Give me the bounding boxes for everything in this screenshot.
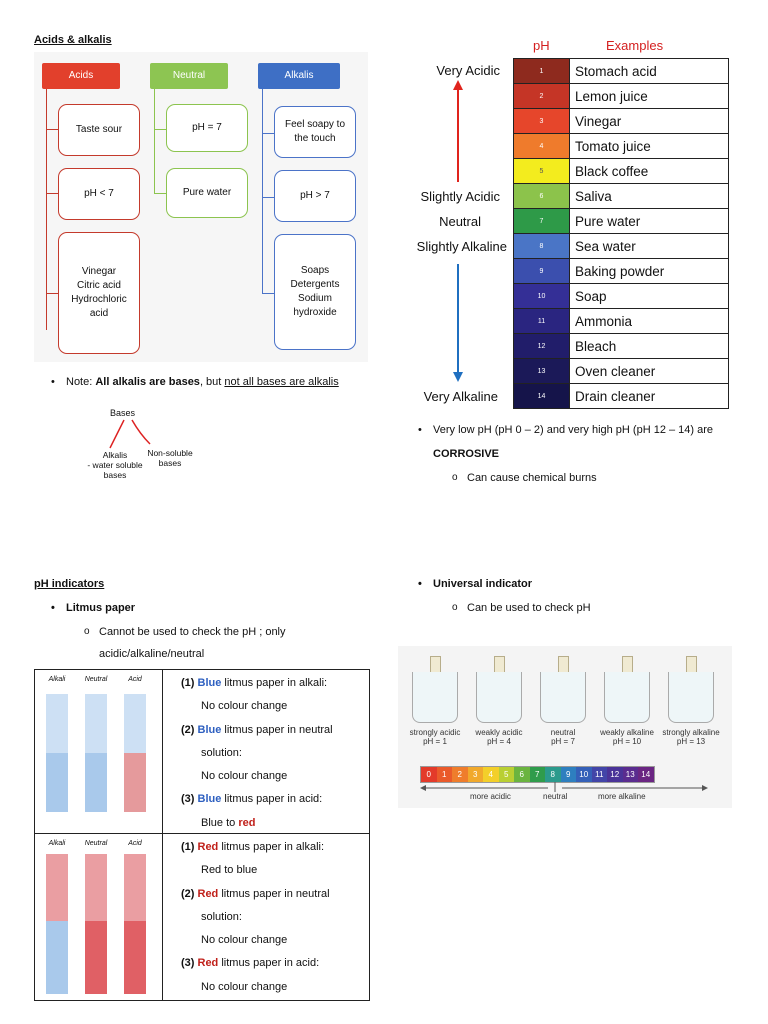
label-slightly-alkaline: Slightly Alkaline: [416, 239, 507, 254]
litmus-note-line: [181, 906, 367, 929]
universal-title: • Universal indicator: [433, 578, 532, 590]
alkaline-arrow: [448, 262, 468, 384]
ph-example-cell: Ammonia: [570, 309, 729, 334]
strip-caption-neutral: Neutral: [84, 676, 108, 683]
ph-value-cell: 8: [514, 234, 570, 259]
litmus-note-text: litmus paper in alkali:: [218, 841, 325, 853]
litmus-note-text: litmus paper in neutral: [218, 887, 330, 900]
ph-example-cell: Soap: [570, 284, 729, 309]
litmus-note-line: [181, 812, 367, 835]
ph-row: [514, 284, 729, 309]
ph-bar-cell: 7: [530, 767, 546, 782]
litmus-note-text: No colour change: [201, 980, 288, 993]
litmus-note-text: No colour change: [201, 934, 288, 947]
ph-value-cell: 1: [514, 59, 570, 84]
scale-neutral: neutral: [543, 792, 568, 801]
corrosive-word: CORROSIVE: [433, 448, 500, 460]
neutral-card-water: Pure water: [166, 168, 248, 218]
bases-alkalis: Alkalis - water soluble bases: [87, 450, 143, 480]
universal-indicator-figure: [398, 646, 732, 808]
blue-litmus-notes: [181, 672, 367, 835]
beaker-glass: [604, 672, 650, 723]
ph-value-cell: 10: [514, 284, 570, 309]
ph-bar-cell: 10: [576, 767, 592, 782]
ph-bar-cell: 6: [514, 767, 530, 782]
ph-bar-cell: 0: [421, 767, 437, 782]
acids-header: Acids: [42, 63, 120, 89]
ph-row: [514, 59, 729, 84]
litmus-note-text: solution:: [201, 910, 242, 923]
ph-row: [514, 159, 729, 184]
label-very-alkaline: Very Alkaline: [423, 389, 498, 404]
ph-table: [513, 58, 729, 409]
label-slightly-acidic: Slightly Acidic: [420, 189, 500, 204]
red-strip-acid: [124, 854, 146, 994]
litmus-note-text: litmus paper in acid:: [221, 793, 323, 806]
scale-more-acidic: more acidic: [470, 792, 511, 801]
ph-value-cell: 4: [514, 134, 570, 159]
ph-row: [514, 259, 729, 284]
acids-alkalis-diagram: [34, 52, 368, 362]
corrosive-note: • Very low pH (pH 0 – 2) and very high pH (pH 12 – 14) are: [433, 424, 753, 436]
ph-example-cell: Saliva: [570, 184, 729, 209]
litmus-title: • Litmus paper: [66, 602, 135, 614]
ph-example-cell: Bleach: [570, 334, 729, 359]
strip-caption-acid: Acid: [128, 676, 142, 683]
blue-strip-alkali: [46, 694, 68, 812]
litmus-note-line: [181, 929, 367, 952]
red-strip-neutral: [85, 854, 107, 994]
beaker-label: weakly acidic pH = 4: [475, 728, 523, 746]
corrosive-sub: o Can cause chemical burns: [467, 472, 597, 484]
blue-strip-acid: [124, 694, 146, 812]
ph-row: [514, 134, 729, 159]
universal-ph-bar: [420, 766, 655, 783]
bases-root: Bases: [110, 408, 136, 418]
litmus-note-number: (3): [181, 793, 198, 806]
bases-diagram: [88, 404, 218, 494]
ph-example-cell: Drain cleaner: [570, 384, 729, 409]
alkalis-header: Alkalis: [258, 63, 340, 89]
ph-value-cell: 7: [514, 209, 570, 234]
ph-row: [514, 334, 729, 359]
ph-bar-cell: 11: [592, 767, 608, 782]
ph-value-cell: 5: [514, 159, 570, 184]
litmus-note-line: [181, 719, 367, 742]
blue-strip-neutral: [85, 694, 107, 812]
litmus-note-text: Blue to: [201, 816, 239, 829]
bases-non-soluble: Non-soluble bases: [147, 448, 193, 468]
litmus-note-line: [181, 859, 367, 882]
litmus-note-line: [181, 836, 367, 859]
beaker-glass: [668, 672, 714, 723]
examples-col-header: Examples: [606, 38, 664, 53]
ph-bar-cell: 5: [499, 767, 515, 782]
ph-bar-cell: 8: [545, 767, 561, 782]
ph-example-cell: Sea water: [570, 234, 729, 259]
indicators-heading: pH indicators: [34, 578, 105, 590]
strip-caption-alkali: Alkali: [48, 676, 66, 683]
red-litmus-notes: [181, 836, 367, 999]
beaker-glass: [412, 672, 458, 723]
ph-example-cell: Black coffee: [570, 159, 729, 184]
acids-card-examples: Vinegar Citric acid Hydrochloric acid: [58, 232, 140, 354]
litmus-colour-word: Red: [197, 841, 219, 853]
neutral-card-ph: pH = 7: [166, 104, 248, 152]
ph-bar-cell: 2: [452, 767, 468, 782]
strip-caption-acid-2: Acid: [128, 840, 142, 847]
ph-col-header: pH: [533, 38, 550, 53]
ph-bar-cell: 1: [437, 767, 453, 782]
ph-row: [514, 184, 729, 209]
ph-row: [514, 209, 729, 234]
ph-example-cell: Pure water: [570, 209, 729, 234]
ph-example-cell: Stomach acid: [570, 59, 729, 84]
beaker-glass: [540, 672, 586, 723]
universal-sub: o Can be used to check pH: [467, 602, 591, 614]
ph-value-cell: 6: [514, 184, 570, 209]
litmus-note-line: [181, 742, 367, 765]
litmus-note-line: [181, 788, 367, 811]
ph-row: [514, 359, 729, 384]
ph-row: [514, 384, 729, 409]
ph-value-cell: 14: [514, 384, 570, 409]
ph-example-cell: Lemon juice: [570, 84, 729, 109]
litmus-note-line: [181, 672, 367, 695]
litmus-colour-word: Blue: [197, 793, 222, 806]
litmus-note-line: [181, 883, 367, 906]
ph-value-cell: 11: [514, 309, 570, 334]
litmus-note-line: [181, 952, 367, 975]
ph-example-cell: Vinegar: [570, 109, 729, 134]
ph-example-cell: Tomato juice: [570, 134, 729, 159]
litmus-note-text: solution:: [201, 746, 242, 759]
litmus-table: [34, 669, 370, 1001]
beaker-label: strongly alkaline pH = 13: [662, 728, 720, 746]
acids-card-ph: pH < 7: [58, 168, 140, 220]
litmus-note-number: (1): [181, 677, 198, 689]
litmus-colour-word: Red: [197, 887, 219, 900]
label-neutral: Neutral: [439, 214, 481, 229]
litmus-note-line: [181, 765, 367, 788]
alkalis-card-examples: Soaps Detergents Sodium hydroxide: [274, 234, 356, 350]
litmus-colour-word: Red: [197, 957, 219, 970]
ph-bar-cell: 14: [638, 767, 654, 782]
litmus-note-number: (2): [181, 723, 198, 736]
litmus-note-number: (3): [181, 957, 198, 970]
litmus-result-red: red: [238, 816, 256, 829]
label-very-acidic: Very Acidic: [436, 63, 500, 78]
alkali-base-note: • Note: All alkalis are bases, but not all bases are alkalis: [66, 376, 366, 388]
acid-arrow: [448, 78, 468, 188]
ph-bar-cell: 3: [468, 767, 484, 782]
beaker-label: strongly acidic pH = 1: [409, 728, 461, 746]
ph-row: [514, 234, 729, 259]
litmus-sub-2: acidic/alkaline/neutral: [99, 648, 205, 660]
ph-bar-cell: 13: [623, 767, 639, 782]
ph-value-cell: 2: [514, 84, 570, 109]
acids-card-taste: Taste sour: [58, 104, 140, 156]
litmus-note-text: litmus paper in alkali:: [221, 677, 328, 689]
ph-value-cell: 3: [514, 109, 570, 134]
beaker-label: weakly alkaline pH = 10: [600, 728, 654, 746]
litmus-note-text: No colour change: [201, 700, 288, 713]
litmus-note-number: (1): [181, 841, 198, 853]
red-strip-alkali: [46, 854, 68, 994]
alkalis-card-ph: pH > 7: [274, 170, 356, 222]
ph-bar-cell: 12: [607, 767, 623, 782]
strip-caption-neutral-2: Neutral: [84, 840, 108, 847]
litmus-colour-word: Blue: [197, 677, 222, 689]
litmus-note-text: litmus paper in acid:: [218, 957, 320, 970]
litmus-note-number: (2): [181, 887, 198, 900]
beaker-glass: [476, 672, 522, 723]
ph-row: [514, 109, 729, 134]
ph-value-cell: 9: [514, 259, 570, 284]
ph-row: [514, 84, 729, 109]
acids-alkalis-heading: Acids & alkalis: [34, 34, 112, 46]
neutral-header: Neutral: [150, 63, 228, 89]
litmus-note-line: [181, 695, 367, 718]
strip-caption-alkali-2: Alkali: [48, 840, 66, 847]
ph-example-cell: Oven cleaner: [570, 359, 729, 384]
ph-bar-cell: 4: [483, 767, 499, 782]
litmus-note-text: litmus paper in neutral: [221, 723, 333, 736]
ph-example-cell: Baking powder: [570, 259, 729, 284]
litmus-note-text: No colour change: [201, 770, 288, 783]
beaker-label: neutral pH = 7: [550, 728, 576, 746]
alkalis-card-soapy: Feel soapy to the touch: [274, 106, 356, 158]
ph-value-cell: 12: [514, 334, 570, 359]
ph-value-cell: 13: [514, 359, 570, 384]
litmus-colour-word: Blue: [197, 723, 222, 736]
litmus-note-text: Red to blue: [201, 864, 258, 877]
scale-more-alkaline: more alkaline: [598, 792, 646, 801]
litmus-note-line: [181, 976, 367, 999]
ph-bar-cell: 9: [561, 767, 577, 782]
ph-row: [514, 309, 729, 334]
litmus-sub-1: o Cannot be used to check the pH ; only: [99, 626, 286, 638]
